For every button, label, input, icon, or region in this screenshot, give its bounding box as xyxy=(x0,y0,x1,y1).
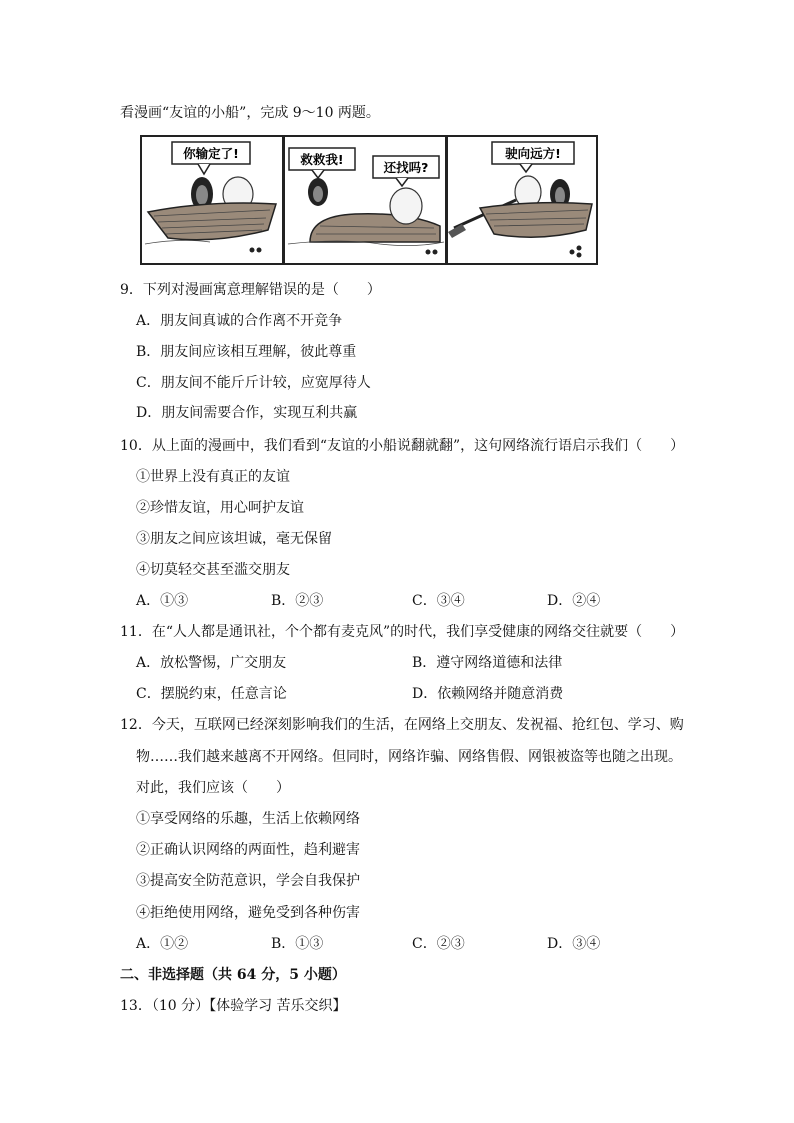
comic-panel-3 xyxy=(447,136,597,264)
q10-option-d: D．②④ xyxy=(547,593,601,609)
q12-option-a: A．①② xyxy=(136,936,189,952)
q12-stem-line-3: 对此，我们应该（ ） xyxy=(136,780,290,796)
q13-heading: 13．（10 分）【体验学习 苦乐交织】 xyxy=(120,998,347,1014)
q12-item-4: ④拒绝使用网络，避免受到各种伤害 xyxy=(136,905,360,921)
friendship-boat-comic xyxy=(140,134,598,266)
q10-stem: 10．从上面的漫画中，我们看到“友谊的小船说翻就翻”，这句网络流行语启示我们（ ） xyxy=(120,438,685,454)
q10-option-b: B．②③ xyxy=(271,593,324,609)
comic-panel-2 xyxy=(284,136,446,264)
q10-option-a: A．①③ xyxy=(136,593,189,609)
q12-item-1: ①享受网络的乐趣，生活上依赖网络 xyxy=(136,811,360,827)
section-2-heading: 二、非选择题（共 64 分，5 小题） xyxy=(120,967,346,983)
comic-panel-1 xyxy=(141,136,283,264)
panel2-bubble-text-left: 救救我! xyxy=(300,152,344,167)
q10-item-3: ③朋友之间应该坦诚，毫无保留 xyxy=(136,531,332,547)
q10-option-c: C．③④ xyxy=(412,593,465,609)
panel3-bubble-text: 驶向远方! xyxy=(505,146,561,161)
q10-item-2: ②珍惜友谊，用心呵护友谊 xyxy=(136,500,304,516)
q9-option-b: B．朋友间应该相互理解，彼此尊重 xyxy=(136,344,357,360)
q12-option-b: B．①③ xyxy=(271,936,324,952)
q11-option-a: A．放松警惕，广交朋友 xyxy=(136,655,287,671)
q11-option-c: C．摆脱约束，任意言论 xyxy=(136,686,287,702)
q10-item-1: ①世界上没有真正的友谊 xyxy=(136,469,290,485)
intro-text: 看漫画“友谊的小船”，完成 9～10 两题。 xyxy=(120,105,380,121)
q11-stem: 11．在“人人都是通讯社，个个都有麦克风”的时代，我们享受健康的网络交往就要（ ） xyxy=(120,624,685,640)
q9-option-a: A．朋友间真诚的合作离不开竞争 xyxy=(136,313,343,329)
q11-option-d: D．依赖网络并随意消费 xyxy=(412,686,564,702)
q12-option-c: C．②③ xyxy=(412,936,465,952)
q10-item-4: ④切莫轻交甚至滥交朋友 xyxy=(136,562,290,578)
q12-option-d: D．③④ xyxy=(547,936,601,952)
q9-option-c: C．朋友间不能斤斤计较，应宽厚待人 xyxy=(136,375,371,391)
panel2-bubble-text-right: 还找吗? xyxy=(383,160,429,175)
q11-option-b: B．遵守网络道德和法律 xyxy=(412,655,563,671)
q12-stem-line-2: 物……我们越来越离不开网络。但同时，网络诈骗、网络售假、网银被盗等也随之出现。 xyxy=(136,749,682,765)
q12-item-3: ③提高安全防范意识，学会自我保护 xyxy=(136,873,360,889)
q12-stem-line-1: 12．今天，互联网已经深刻影响我们的生活，在网络上交朋友、发祝福、抢红包、学习、购 xyxy=(120,717,684,733)
panel1-bubble-text: 你输定了! xyxy=(183,146,239,161)
q12-item-2: ②正确认识网络的两面性，趋利避害 xyxy=(136,842,360,858)
q9-option-d: D．朋友间需要合作，实现互利共赢 xyxy=(136,405,358,421)
q9-stem: 9．下列对漫画寓意理解错误的是（ ） xyxy=(120,282,381,298)
